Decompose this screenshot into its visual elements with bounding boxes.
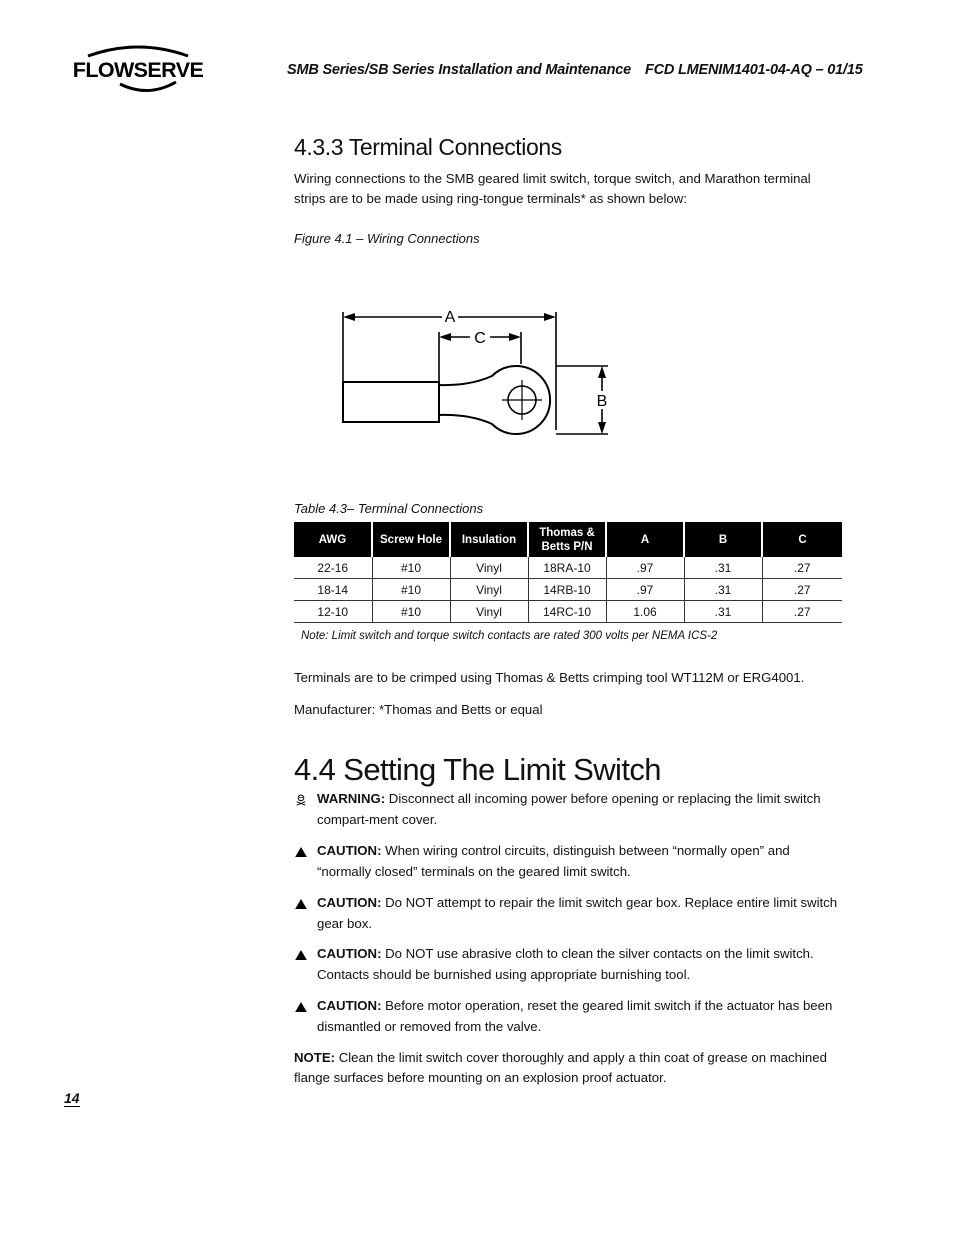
manufacturer-paragraph: Manufacturer: *Thomas and Betts or equal — [294, 702, 543, 717]
table-cell: 18-14 — [294, 579, 372, 601]
table-cell: .31 — [684, 557, 762, 579]
logo-text: FLOWSERVE — [72, 58, 204, 82]
caution-label: CAUTION: — [317, 998, 382, 1013]
column-header: Screw Hole — [372, 522, 450, 557]
table-row — [294, 601, 842, 623]
note-paragraph — [294, 1048, 842, 1088]
warning-text: Disconnect all incoming power before opening or replacing the limit switch compart-ment cover. — [317, 791, 821, 827]
caution-item — [294, 944, 842, 985]
warning-item — [294, 789, 842, 830]
column-header: Insulation — [450, 522, 528, 557]
table-cell: 14RB-10 — [528, 579, 606, 601]
section-heading-terminal-connections: 4.3.3 Terminal Connections — [294, 134, 562, 160]
skull-crossbones-icon — [294, 794, 308, 806]
table-cell: .27 — [762, 579, 842, 601]
warning-triangle-icon — [294, 1002, 308, 1012]
table-cell: 22-16 — [294, 557, 372, 579]
note-label: NOTE: — [294, 1050, 336, 1065]
table-cell: .27 — [762, 601, 842, 623]
table-cell: 18RA-10 — [528, 557, 606, 579]
ring-terminal-diagram — [330, 300, 620, 450]
warning-triangle-icon — [294, 899, 308, 909]
figure-caption: Figure 4.1 – Wiring Connections — [294, 231, 480, 246]
section-heading-setting-limit-switch: 4.4 Setting The Limit Switch — [294, 752, 661, 787]
column-header: B — [684, 522, 762, 557]
dimension-label-a: A — [444, 309, 456, 326]
table-cell: #10 — [372, 557, 450, 579]
page-number: 14 — [64, 1090, 80, 1106]
warning-triangle-icon — [294, 950, 308, 960]
caution-label: CAUTION: — [317, 895, 382, 910]
caution-item — [294, 841, 842, 882]
header-title: SMB Series/SB Series Installation and Maintenance — [287, 62, 631, 78]
table-cell: Vinyl — [450, 557, 528, 579]
table-row — [294, 579, 842, 601]
table-cell: 12-10 — [294, 601, 372, 623]
table-note: Note: Limit switch and torque switch contacts are rated 300 volts per NEMA ICS-2 — [301, 630, 718, 642]
terminal-connections-table — [294, 522, 842, 623]
caution-text: Before motor operation, reset the geared limit switch if the actuator has been dismantled or removed from the valve. — [317, 998, 833, 1034]
column-header: A — [606, 522, 684, 557]
table-caption: Table 4.3– Terminal Connections — [294, 501, 484, 516]
crimp-paragraph: Terminals are to be crimped using Thomas & Betts crimping tool WT112M or ERG4001. — [294, 670, 805, 685]
table-cell: Vinyl — [450, 601, 528, 623]
table-cell: .31 — [684, 601, 762, 623]
warning-label: WARNING: — [317, 791, 386, 806]
table-header-row — [294, 522, 842, 557]
table-row — [294, 557, 842, 579]
table-cell: .97 — [606, 557, 684, 579]
warning-triangle-icon — [294, 847, 308, 857]
table-cell: 14RC-10 — [528, 601, 606, 623]
table-cell: .27 — [762, 557, 842, 579]
dimension-label-c: C — [474, 330, 486, 347]
table-cell: .97 — [606, 579, 684, 601]
caution-label: CAUTION: — [317, 946, 382, 961]
table-cell: Vinyl — [450, 579, 528, 601]
caution-text: Do NOT attempt to repair the limit switch gear box. Replace entire limit switch gear box. — [317, 895, 838, 931]
intro-paragraph: Wiring connections to the SMB geared limit switch, torque switch, and Marathon terminal strips are to be made using ring-tongue terminals* as shown below: — [294, 171, 811, 206]
caution-item — [294, 996, 842, 1037]
dimension-label-b: B — [596, 393, 608, 410]
caution-label: CAUTION: — [317, 843, 382, 858]
table-cell: #10 — [372, 601, 450, 623]
caution-text: When wiring control circuits, distinguish between “normally open” and “normally closed” terminals on the geared limit switch. — [317, 843, 790, 879]
column-header: Thomas & Betts P/N — [528, 522, 606, 557]
column-header: C — [762, 522, 842, 557]
flowserve-logo — [68, 44, 208, 96]
page-header — [287, 62, 863, 78]
caution-text: Do NOT use abrasive cloth to clean the silver contacts on the limit switch. Contacts should be burnished using appropriate burnishing tool. — [317, 946, 814, 982]
table-cell: #10 — [372, 579, 450, 601]
table-cell: 1.06 — [606, 601, 684, 623]
column-header: AWG — [294, 522, 372, 557]
table-cell: .31 — [684, 579, 762, 601]
header-doc-code: FCD LMENIM1401-04-AQ – 01/15 — [644, 62, 863, 78]
note-text: Clean the limit switch cover thoroughly and apply a thin coat of grease on machined flange surfaces before mounting on an explosion proof actuator. — [294, 1050, 827, 1085]
caution-item — [294, 893, 842, 934]
